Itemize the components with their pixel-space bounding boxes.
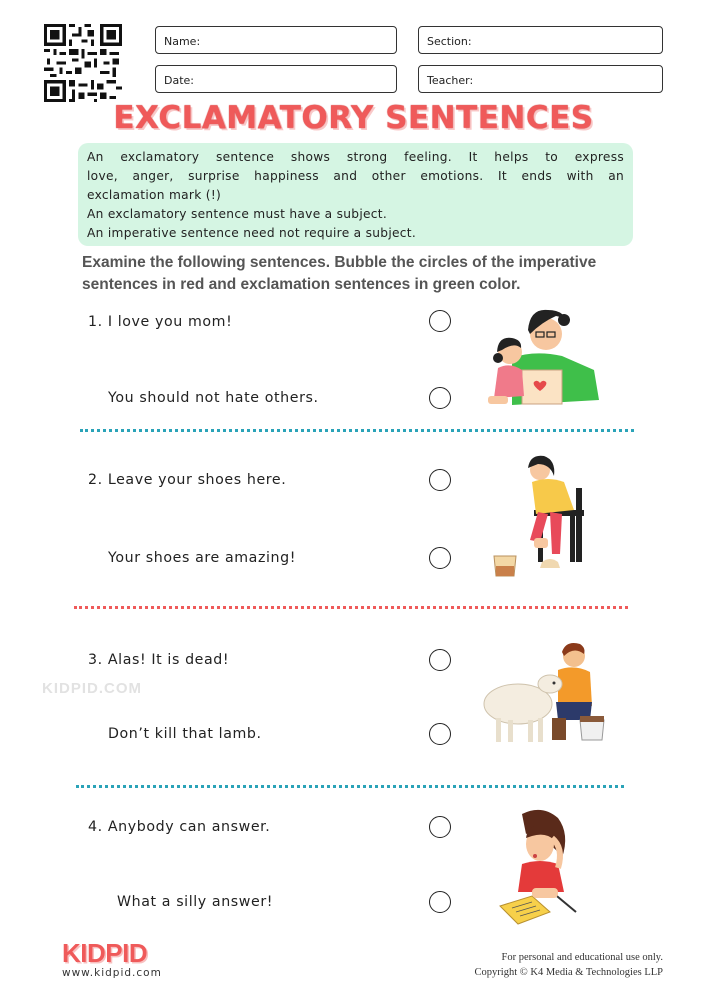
section-field-label: Section: <box>427 35 472 48</box>
date-field[interactable] <box>155 65 397 93</box>
question-1-bubble-b[interactable] <box>429 387 451 409</box>
separator-1 <box>80 429 634 432</box>
question-1-sentence-a: 1. I love you mom! <box>88 314 233 330</box>
usage-note: For personal and educational use only. <box>501 952 663 963</box>
question-3-sentence-b: Don’t kill that lamb. <box>108 726 262 742</box>
watermark: KIDPID.COM <box>42 680 142 697</box>
question-3-bubble-b[interactable] <box>429 723 451 745</box>
mother-daughter-illustration <box>484 300 602 410</box>
date-field-label: Date: <box>164 74 194 87</box>
definition-box <box>78 143 633 246</box>
definition-line-3: exclamation mark (!) <box>87 188 222 202</box>
question-2-bubble-a[interactable] <box>429 469 451 491</box>
question-1-sentence-b: You should not hate others. <box>108 390 319 406</box>
instructions: Examine the following sentences. Bubble the circles of the imperative sentences in red and exclamation sentences in green color. <box>82 254 597 293</box>
teacher-field[interactable] <box>418 65 663 93</box>
definition-line-1: An exclamatory sentence shows strong feeling. It helps to express <box>87 150 624 164</box>
question-2-bubble-b[interactable] <box>429 547 451 569</box>
woman-shoes-illustration <box>490 452 590 584</box>
separator-2 <box>74 606 628 609</box>
definition-line-2: love, anger, surprise happiness and other emotions. It ends with an <box>87 169 624 183</box>
question-4-sentence-a: 4. Anybody can answer. <box>88 819 271 835</box>
thinking-girl-illustration <box>492 808 588 926</box>
copyright-text: Copyright © K4 Media & Technologies LLP <box>474 967 663 978</box>
kidpid-logo: KIDPID <box>62 938 148 968</box>
question-4-bubble-b[interactable] <box>429 891 451 913</box>
question-2-sentence-b: Your shoes are amazing! <box>108 550 297 566</box>
name-field-label: Name: <box>164 35 201 48</box>
definition-line-5: An imperative sentence need not require a subject. <box>87 226 417 240</box>
separator-3 <box>76 785 624 788</box>
question-4-sentence-b: What a silly answer! <box>117 894 274 910</box>
section-field[interactable] <box>418 26 663 54</box>
question-3-bubble-a[interactable] <box>429 649 451 671</box>
teacher-field-label: Teacher: <box>427 74 474 87</box>
question-3-sentence-a: 3. Alas! It is dead! <box>88 652 230 668</box>
question-2-sentence-a: 2. Leave your shoes here. <box>88 472 287 488</box>
name-field[interactable] <box>155 26 397 54</box>
man-lamb-illustration <box>482 640 604 746</box>
website-link[interactable]: www.kidpid.com <box>62 967 162 979</box>
definition-line-4: An exclamatory sentence must have a subject. <box>87 207 388 221</box>
question-1-bubble-a[interactable] <box>429 310 451 332</box>
question-4-bubble-a[interactable] <box>429 816 451 838</box>
page-title: EXCLAMATORY SENTENCES <box>113 100 594 136</box>
qr-code-icon <box>44 24 122 102</box>
